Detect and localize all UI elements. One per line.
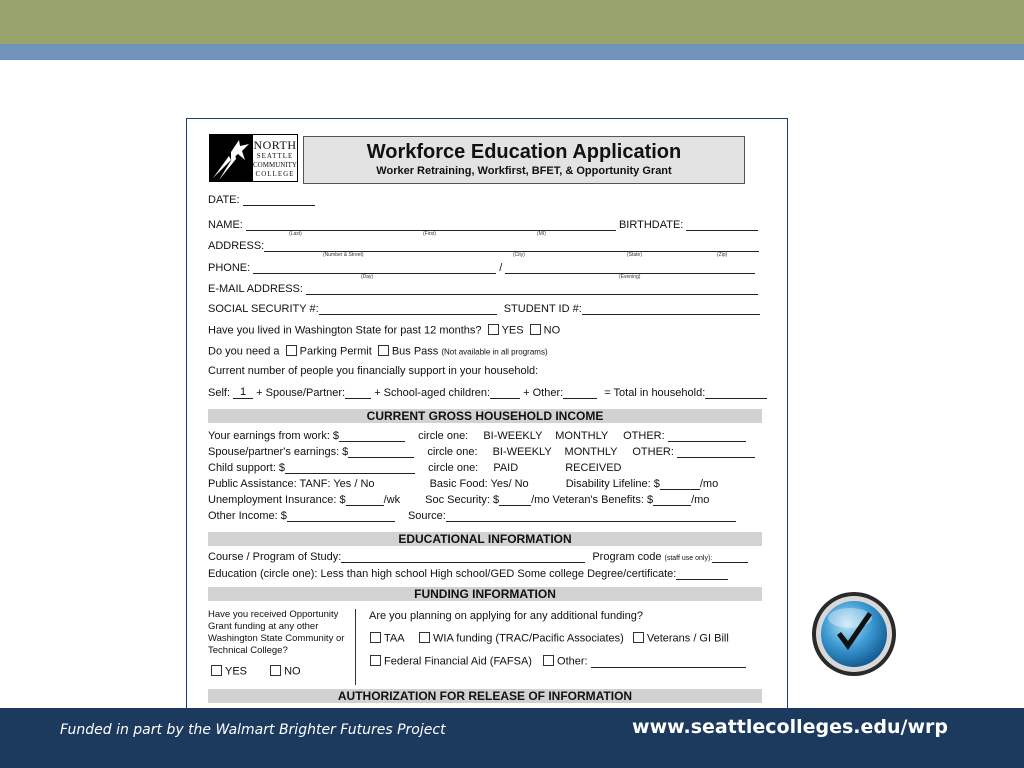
other-funding-checkbox[interactable] [543, 655, 554, 666]
course-field[interactable] [341, 551, 585, 563]
self-label: Self: [208, 387, 231, 399]
address-zip-hint: (Zip) [717, 252, 728, 258]
phone-row: PHONE: / [208, 262, 755, 274]
monthly-option[interactable]: MONTHLY [555, 430, 609, 442]
other-funding-field[interactable] [591, 656, 746, 668]
other-field[interactable] [563, 387, 597, 399]
authorization-section-header: AUTHORIZATION FOR RELEASE OF INFORMATION [208, 689, 762, 703]
taa-label: TAA [384, 632, 404, 645]
address-state-hint: (State) [627, 252, 643, 258]
parking-permit-label: Parking Permit [299, 345, 372, 358]
taa-checkbox[interactable] [370, 632, 381, 643]
children-label: + School-aged children: [374, 387, 491, 399]
circle-one-label: circle one: [427, 446, 478, 458]
your-earnings-label: Your earnings from work: $ [208, 430, 340, 442]
grant-yes-label: YES [225, 665, 248, 678]
fafsa-checkbox[interactable] [370, 655, 381, 666]
address-city-hint: (City) [513, 252, 525, 258]
funding-options-row-2 [367, 655, 746, 668]
phone-evening-field[interactable] [505, 262, 755, 274]
unemployment-row [208, 494, 709, 506]
email-label: E-MAIL ADDRESS: [208, 283, 307, 295]
other-label: + Other: [523, 387, 564, 399]
residency-row [208, 324, 560, 337]
residency-no-label: NO [543, 324, 561, 337]
spouse-label: + Spouse/Partner: [256, 387, 346, 399]
disability-field[interactable] [660, 478, 700, 490]
other-option[interactable]: OTHER: [623, 430, 665, 442]
child-support-row [208, 462, 621, 474]
total-field[interactable] [705, 387, 767, 399]
veterans-benefits-field[interactable] [653, 494, 691, 506]
form-title-box [303, 136, 745, 184]
biweekly-option[interactable]: BI-WEEKLY [492, 446, 552, 458]
disability-label: Disability Lifeline: $ [565, 478, 660, 490]
residency-no-checkbox[interactable] [530, 324, 541, 335]
email-field[interactable] [306, 283, 758, 295]
bus-pass-checkbox[interactable] [378, 345, 389, 356]
form-title: Workforce Education Application [366, 141, 682, 163]
address-field[interactable] [264, 240, 759, 252]
paid-option[interactable]: PAID [493, 462, 519, 474]
opportunity-grant-block [208, 609, 353, 678]
residency-yes-label: YES [501, 324, 524, 337]
opportunity-grant-options [208, 665, 353, 678]
logo-text-seattle: SEATTLE [256, 151, 294, 160]
biweekly-option[interactable]: BI-WEEKLY [483, 430, 543, 442]
name-mi-hint: (MI) [537, 231, 546, 237]
address-street-hint: (Number & Street) [323, 252, 364, 258]
wia-checkbox[interactable] [419, 632, 430, 643]
footer-url[interactable]: www.seattlecolleges.edu/wrp [632, 716, 948, 738]
date-field[interactable] [243, 194, 315, 206]
ssn-row [208, 303, 760, 315]
child-support-field[interactable] [285, 462, 415, 474]
student-id-field[interactable] [582, 303, 760, 315]
funding-divider [355, 609, 356, 685]
other-income-field[interactable] [287, 510, 395, 522]
name-first-hint: (First) [423, 231, 437, 237]
education-level-label: Education (circle one): Less than high school High school/GED Some college Degree/certificate: [208, 568, 677, 580]
spouse-earnings-row [208, 446, 755, 458]
course-label: Course / Program of Study: [208, 551, 342, 563]
grant-yes-checkbox[interactable] [211, 665, 222, 676]
phone-label: PHONE: [208, 262, 254, 274]
education-level-row [208, 568, 728, 580]
residency-question: Have you lived in Washington State for past 12 months? [208, 324, 482, 337]
grant-no-label: NO [284, 665, 301, 678]
basic-food-label: Basic Food: Yes/ No [429, 478, 529, 490]
date-row [208, 194, 315, 206]
phone-day-field[interactable] [253, 262, 496, 274]
footer-funding-note: Funded in part by the Walmart Brighter Futures Project [60, 722, 446, 738]
source-label: Source: [407, 510, 446, 522]
unemployment-field[interactable] [346, 494, 384, 506]
student-id-label: STUDENT ID #: [503, 303, 582, 315]
opportunity-grant-question: Have you received Opportunity Grant funding at any other Washington State Community or Technical College? [208, 609, 345, 656]
support-question: Current number of people you financially support in your household: [208, 365, 539, 377]
fafsa-label: Federal Financial Aid (FAFSA) [384, 655, 532, 668]
birthdate-field[interactable] [686, 219, 758, 231]
parking-permit-checkbox[interactable] [286, 345, 297, 356]
address-label: ADDRESS: [208, 240, 265, 252]
ssn-label: SOCIAL SECURITY #: [208, 303, 319, 315]
ssn-field[interactable] [319, 303, 497, 315]
unemployment-label: Unemployment Insurance: $ [208, 494, 346, 506]
program-code-label: Program code [592, 551, 662, 563]
soc-security-field[interactable] [499, 494, 531, 506]
top-band [0, 0, 1024, 44]
course-row [208, 551, 748, 563]
other-option[interactable]: OTHER: [632, 446, 674, 458]
parking-row [208, 345, 548, 358]
per-month-label: /mo [699, 478, 719, 490]
your-earnings-other-field[interactable] [668, 430, 746, 442]
bus-pass-label: Bus Pass [391, 345, 439, 358]
grant-no-checkbox[interactable] [270, 665, 281, 676]
form-subtitle: Worker Retraining, Workfirst, BFET, & Opportunity Grant [376, 165, 672, 177]
other-income-label: Other Income: $ [208, 510, 287, 522]
spouse-earnings-field[interactable] [348, 446, 414, 458]
children-field[interactable] [490, 387, 520, 399]
name-label: NAME: [208, 219, 246, 231]
received-option[interactable]: RECEIVED [565, 462, 622, 474]
veterans-checkbox[interactable] [633, 632, 644, 643]
checkmark-icon[interactable] [810, 590, 898, 678]
birthdate-label: BIRTHDATE: [618, 219, 687, 231]
name-last-hint: (Last) [289, 231, 302, 237]
logo-text-community: COMMUNITY [253, 160, 297, 169]
application-form-image [186, 118, 788, 710]
source-field[interactable] [446, 510, 736, 522]
staff-use-note: (staff use only): [664, 555, 713, 562]
circle-one-label: circle one: [418, 430, 469, 442]
soc-security-label: Soc Security: $ [425, 494, 500, 506]
program-code-field[interactable] [712, 551, 748, 563]
residency-yes-checkbox[interactable] [488, 324, 499, 335]
other-funding-label: Other: [557, 655, 588, 668]
other-income-row [208, 510, 736, 522]
public-assistance-label: Public Assistance: TANF: Yes / No [208, 478, 375, 490]
address-row [208, 240, 759, 252]
self-field[interactable]: 1 [233, 386, 253, 399]
spouse-earnings-other-field[interactable] [677, 446, 755, 458]
funding-section-header: FUNDING INFORMATION [208, 587, 762, 601]
need-question: Do you need a [208, 345, 280, 358]
household-row [208, 386, 767, 399]
logo-text-college: COLLEGE [255, 169, 295, 178]
additional-funding-question: Are you planning on applying for any additional funding? [369, 610, 643, 622]
phone-evening-hint: (Evening) [619, 274, 641, 280]
per-week-label: /wk [383, 494, 401, 506]
monthly-option[interactable]: MONTHLY [564, 446, 618, 458]
income-section-header: CURRENT GROSS HOUSEHOLD INCOME [208, 409, 762, 423]
footer-bar [0, 708, 1024, 768]
total-label: = Total in household: [604, 387, 706, 399]
degree-field[interactable] [676, 568, 728, 580]
email-row [208, 283, 758, 295]
date-label: DATE: [208, 194, 243, 206]
veterans-label: Veterans / GI Bill [646, 632, 729, 645]
bus-pass-note: (Not available in all programs) [441, 347, 548, 357]
per-month-label: /mo [691, 494, 710, 506]
circle-one-label: circle one: [428, 462, 479, 474]
veterans-benefits-label: /mo Veteran's Benefits: $ [531, 494, 654, 506]
name-field[interactable] [246, 219, 616, 231]
public-assistance-row [208, 478, 718, 490]
your-earnings-row [208, 430, 746, 442]
funding-options-row-1 [367, 632, 729, 645]
child-support-label: Child support: $ [208, 462, 286, 474]
your-earnings-field[interactable] [339, 430, 405, 442]
phone-day-hint: (Day) [361, 274, 374, 280]
spouse-earnings-label: Spouse/partner's earnings: $ [208, 446, 349, 458]
logo-text-north: NORTH [253, 137, 297, 152]
education-section-header: EDUCATIONAL INFORMATION [208, 532, 762, 546]
college-logo-icon [209, 134, 299, 182]
spouse-field[interactable] [345, 387, 371, 399]
top-stripe [0, 44, 1024, 60]
wia-label: WIA funding (TRAC/Pacific Associates) [433, 632, 624, 645]
name-row [208, 219, 758, 231]
